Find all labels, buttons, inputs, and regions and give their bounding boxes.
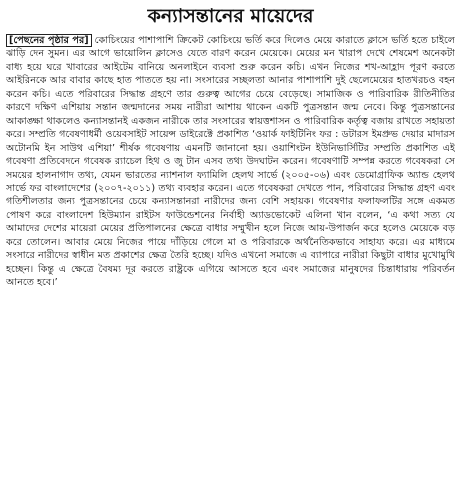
article-body (6, 34, 455, 476)
article-text: কোচিংয়ের পাশাপাশি ক্রিকেট কোচিংয়ে ভর্তি করে দিলেও মেয়ে কারাতে ক্লাসে ভর্তি হতে চাইলে ঝাড়ি দেন সুমন। এর আগে ভায়োলিন ক্লাসেও যেতে বারণ করেন মেয়েকে। মেয়ের মন খারাপ দেখে শেষমেশ অনেকটা বাধ্য হয়ে ঘরে খাবারের আইটেম বানিয়ে অনলাইনে ব্যবসা শুরু করেন কচি। এখন নিজের শখ-আহ্লাদ পূরণ করতে আইরিনকে আর বাবার কাছে হাত পাততে হয় না। সংসারের সচ্ছলতা আনার পাশাপাশি দুই ছেলেমেয়ের হাতখরচও বহন করেন কচি। এতে পরিবারের সিদ্ধান্ত গ্রহণে তার গুরুত্ব আগের চেয়ে বেড়েছে। সামাজিক ও পারিবারিক রীতিনীতির কারণে দক্ষিণ এশিয়ায় সন্তান জন্মদানের সময় নারীরা আশায় থাকেন একটি পুত্রসন্তান জন্ম নেবে। কিন্তু পুত্রসন্তানের আকাঙ্ক্ষা থাকলেও কন্যাসন্তানই একজন নারীকে তার সংসারের স্বায়ত্তশাসন ও পারিবারিক কর্তৃত্ব বজায় রাখতে সহায়তা করে। সম্প্রতি গবেষণাধর্মী ওয়েবসাইট সায়েন্স ডাইরেক্টে প্রকাশিত ‘ওয়ার্ক ফাইটিনিং ফর : ডটারস ইমপ্রুভ দেয়ার মাদারস অটোনমি ইন সাউথ এশিয়া’ শীর্ষক গবেষণায় এমনটি জানানো হয়। ওয়াশিংটন ইউনিভার্সিটির সম্প্রতি প্রকাশিত এই গবেষণা প্রতিবেদনে গবেষক র‍্যাচেল হিথ ও জু টান এসব তথ্য উদঘাটন করেন। গবেষণাটি সম্পন্ন করতে গবেষকরা সে সময়ের হালনাগাদ তথ্য, যেমন ভারতের ন্যাশনাল ফ্যামিলি হেলথ সার্ভে (২০০৫-০৬) এবং ডেমোগ্রাফিক অ্যান্ড হেলথ সার্ভে ফর বাংলাদেশের (২০০৭-২০১১) তথ্য ব্যবহার করেন। এতে গবেষকরা দেখতে পান, পরিবারের সিদ্ধান্ত গ্রহণ এবং গতিশীলতার জন্য পুত্রসন্তানের চেয়ে কন্যাসন্তানরা নারীদের জন্য বেশি সহায়ক। গবেষণার ফলাফলটির সঙ্গে একমত পোষণ করে বাংলাদেশ হিউম্যান রাইটস ফাউন্ডেশনের নির্বাহী অ্যাডভোকেট এলিনা খান বলেন, ‘এ কথা সত্য যে আমাদের দেশের মায়েরা মেয়ের প্রতিপালনের ক্ষেত্রে বাধার সম্মুখীন হলে নিজে আয়-উপার্জন করে হলেও মেয়েকে বড় করে তোলেন। আবার মেয়ে নিজের পায়ে দাঁড়িয়ে গেলে মা ও পরিবারকে অর্থনৈতিকভাবে সাহায্য করে। এর মাধ্যমে সংসারে নারীদের স্বাধীন মত প্রকাশের ক্ষেত্র তৈরি হচ্ছে। যদিও এখনো সমাজে এ ব্যাপারে নারীরা কিছুটা বাধার মুখোমুখি হচ্ছেন। কিন্তু এ ক্ষেত্রে বৈষম্য দূর করতে রাষ্ট্রকে এগিয়ে আসতে হবে এবং সমাজের মানুষদের চিন্তাধারায় পরিবর্তন আনতে হবে।’ (6, 35, 455, 289)
headline: কন্যাসন্তানের মায়েদের (147, 5, 314, 27)
continued-label: [পেছনের পৃষ্ঠার পর] (6, 34, 92, 47)
